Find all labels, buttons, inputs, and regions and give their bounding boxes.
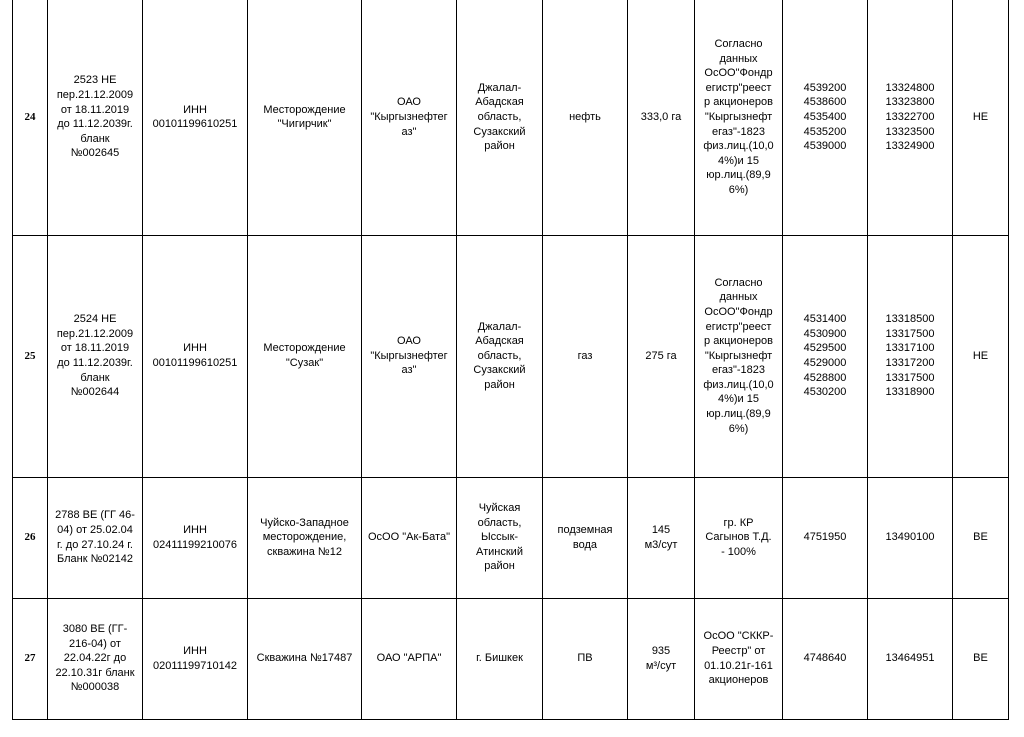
code-cell: ВЕ — [953, 477, 1009, 598]
location-cell: Джалал- Абадская область, Сузакский район — [457, 0, 543, 235]
company-cell: ОАО "Кыргызнефтег аз" — [362, 0, 457, 235]
code-cell: НЕ — [953, 235, 1009, 477]
code-cell: НЕ — [953, 0, 1009, 235]
license-cell: 2524 НЕ пер.21.12.2009 от 18.11.2019 до 11.12.2039г. бланк №002644 — [48, 235, 143, 477]
object-cell: Месторождение "Чигирчик" — [248, 0, 362, 235]
row-number: 25 — [13, 235, 48, 477]
area-cell: 145 м3/сут — [628, 477, 695, 598]
license-cell: 2788 ВЕ (ГГ 46- 04) от 25.02.04 г. до 27.10.24 г. Бланк №02142 — [48, 477, 143, 598]
inn-cell: ИНН 00101199610251 — [143, 0, 248, 235]
owners-cell: ОсОО "СККР- Реестр" от 01.10.21г-161 акционеров — [695, 598, 783, 719]
owners-cell: Согласно данных ОсОО"Фондр егистр"реест р акционеров "Кыргызнефт егаз"-1823 физ.лиц.(10,0 4%)и 15 юр.лиц.(89,9 6%) — [695, 235, 783, 477]
inn-cell: ИНН 02411199210076 — [143, 477, 248, 598]
company-cell: ОсОО "Ак-Бата" — [362, 477, 457, 598]
inn-cell: ИНН 00101199610251 — [143, 235, 248, 477]
coord-x-cell: 4539200 4538600 4535400 4535200 4539000 — [783, 0, 868, 235]
table-row — [13, 598, 1009, 719]
coord-x-cell: 4748640 — [783, 598, 868, 719]
object-cell: Чуйско-Западное месторождение, скважина №12 — [248, 477, 362, 598]
table-row — [13, 477, 1009, 598]
row-number: 24 — [13, 0, 48, 235]
company-cell: ОАО "Кыргызнефтег аз" — [362, 235, 457, 477]
license-registry-table — [12, 0, 1009, 720]
license-cell: 3080 ВЕ (ГГ- 216-04) от 22.04.22г до 22.10.31г бланк №000038 — [48, 598, 143, 719]
location-cell: Джалал- Абадская область, Сузакский район — [457, 235, 543, 477]
area-cell: 935 м³/сут — [628, 598, 695, 719]
table-row — [13, 235, 1009, 477]
resource-cell: нефть — [543, 0, 628, 235]
location-cell: г. Бишкек — [457, 598, 543, 719]
object-cell: Скважина №17487 — [248, 598, 362, 719]
coord-x-cell: 4531400 4530900 4529500 4529000 4528800 4530200 — [783, 235, 868, 477]
row-number: 27 — [13, 598, 48, 719]
coord-x-cell: 4751950 — [783, 477, 868, 598]
coord-y-cell: 13318500 13317500 13317100 13317200 13317500 13318900 — [868, 235, 953, 477]
owners-cell: гр. КР Сагынов Т.Д. - 100% — [695, 477, 783, 598]
object-cell: Месторождение "Сузак" — [248, 235, 362, 477]
location-cell: Чуйская область, Ыссык- Атинский район — [457, 477, 543, 598]
owners-cell: Согласно данных ОсОО"Фондр егистр"реест р акционеров "Кыргызнефт егаз"-1823 физ.лиц.(10,0 4%)и 15 юр.лиц.(89,9 6%) — [695, 0, 783, 235]
area-cell: 275 га — [628, 235, 695, 477]
resource-cell: подземная вода — [543, 477, 628, 598]
license-cell: 2523 НЕ пер.21.12.2009 от 18.11.2019 до 11.12.2039г. бланк №002645 — [48, 0, 143, 235]
inn-cell: ИНН 02011199710142 — [143, 598, 248, 719]
table-row — [13, 0, 1009, 235]
resource-cell: газ — [543, 235, 628, 477]
company-cell: ОАО "АРПА" — [362, 598, 457, 719]
coord-y-cell: 13490100 — [868, 477, 953, 598]
row-number: 26 — [13, 477, 48, 598]
coord-y-cell: 13324800 13323800 13322700 13323500 13324900 — [868, 0, 953, 235]
coord-y-cell: 13464951 — [868, 598, 953, 719]
area-cell: 333,0 га — [628, 0, 695, 235]
resource-cell: ПВ — [543, 598, 628, 719]
code-cell: ВЕ — [953, 598, 1009, 719]
